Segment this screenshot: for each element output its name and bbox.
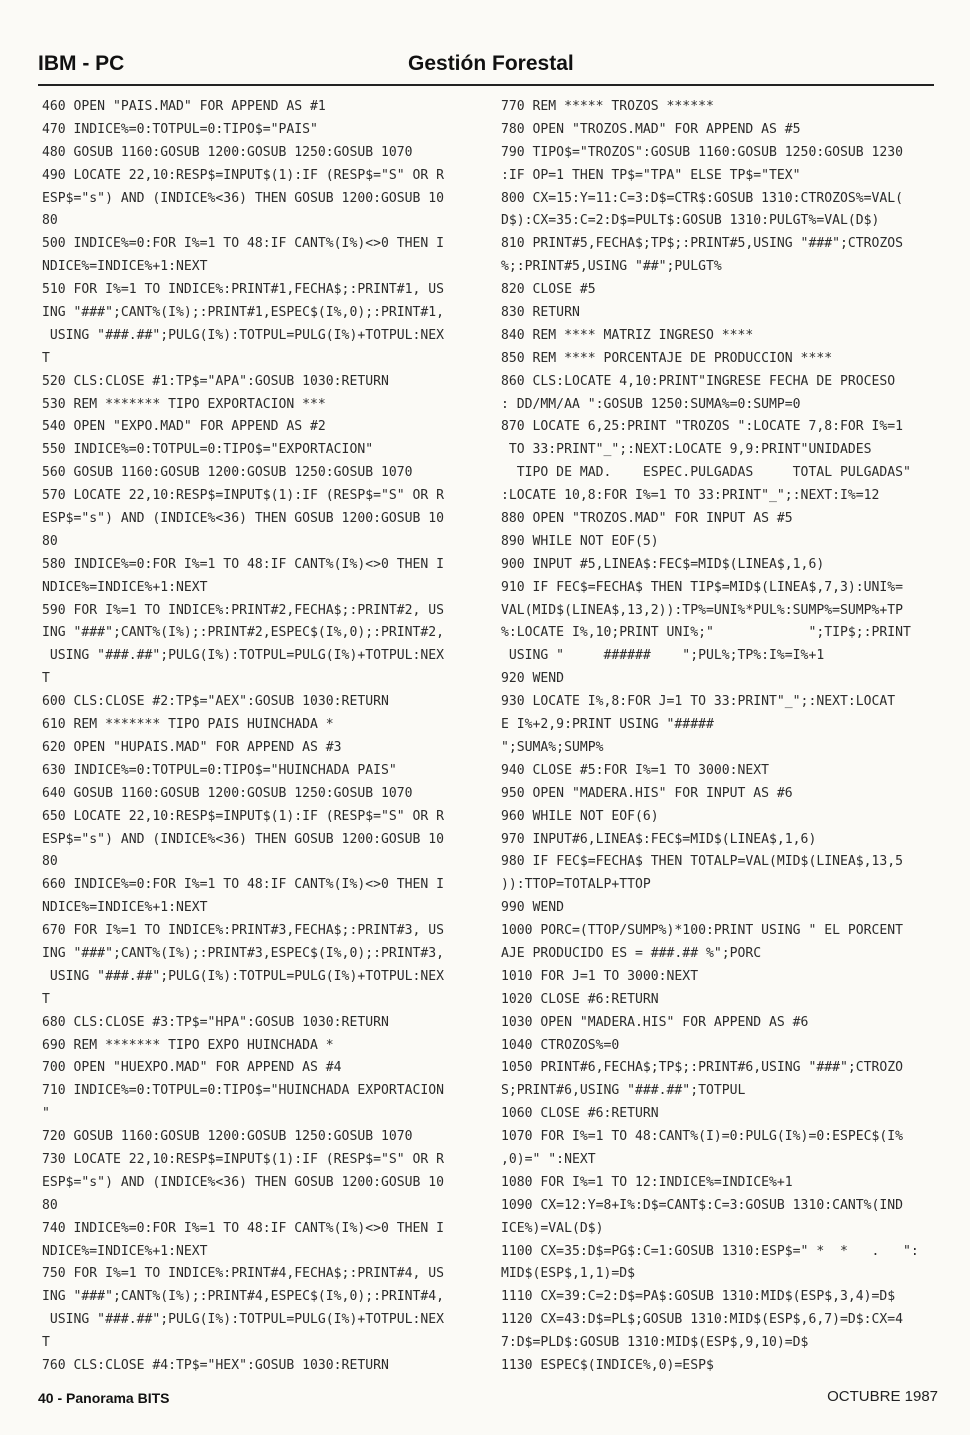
header-rule xyxy=(38,84,934,86)
code-line: 1010 FOR J=1 TO 3000:NEXT xyxy=(501,968,699,984)
code-line: : DD/MM/AA ":GOSUB 1250:SUMA%=0:SUMP=0 xyxy=(501,396,801,412)
code-line: D$):CX=35:C=2:D$=PULT$:GOSUB 1310:PULGT%=VAL(D$) xyxy=(501,213,880,229)
code-line: 80 xyxy=(42,213,58,229)
code-line: 890 WHILE NOT EOF(5) xyxy=(501,533,659,549)
code-line: " xyxy=(42,1106,50,1122)
code-line: 1040 CTROZOS%=0 xyxy=(501,1037,620,1053)
code-line: 640 GOSUB 1160:GOSUB 1200:GOSUB 1250:GOSUB 1070 xyxy=(42,785,413,801)
code-line: E I%+2,9:PRINT USING "##### xyxy=(501,717,714,733)
code-line: ING "###";CANT%(I%);:PRINT#2,ESPEC$(I%,0);:PRINT#2, xyxy=(42,625,445,641)
code-line: 480 GOSUB 1160:GOSUB 1200:GOSUB 1250:GOSUB 1070 xyxy=(42,144,413,160)
code-line: 820 CLOSE #5 xyxy=(501,282,596,298)
code-line: 580 INDICE%=0:FOR I%=1 TO 48:IF CANT%(I%)<>0 THEN I xyxy=(42,556,445,572)
page-header xyxy=(38,52,938,82)
code-line: 800 CX=15:Y=11:C=3:D$=CTR$:GOSUB 1310:CTROZOS%=VAL( xyxy=(501,190,904,206)
code-line: ";SUMA%;SUMP% xyxy=(501,739,604,755)
code-line: NDICE%=INDICE%+1:NEXT xyxy=(42,579,208,595)
code-line: 1100 CX=35:D$=PG$:C=1:GOSUB 1310:ESP$=" * * . ": xyxy=(501,1243,919,1259)
code-line: 770 REM ***** TROZOS ****** xyxy=(501,99,714,114)
header-title: Gestión Forestal xyxy=(408,52,574,75)
code-line: 1030 OPEN "MADERA.HIS" FOR APPEND AS #6 xyxy=(501,1014,809,1030)
code-line: T xyxy=(42,1335,50,1351)
code-line: ,0)=" ":NEXT xyxy=(501,1151,596,1167)
code-line: 730 LOCATE 22,10:RESP$=INPUT$(1):IF (RESP$="S" OR R xyxy=(42,1151,445,1167)
code-line: 970 INPUT#6,LINEA$:FEC$=MID$(LINEA$,1,6) xyxy=(501,831,817,847)
code-line: 1110 CX=39:C=2:D$=PA$:GOSUB 1310:MID$(ESP$,3,4)=D$ xyxy=(501,1289,896,1305)
code-line: 840 REM **** MATRIZ INGRESO **** xyxy=(501,327,754,343)
code-line: 620 OPEN "HUPAIS.MAD" FOR APPEND AS #3 xyxy=(42,739,342,755)
code-line: TO 33:PRINT"_";:NEXT:LOCATE 9,9:PRINT"UNIDADES xyxy=(501,442,872,458)
code-line: 1050 PRINT#6,FECHA$;TP$;:PRINT#6,USING "###";CTROZO xyxy=(501,1060,904,1076)
code-line: 1070 FOR I%=1 TO 48:CANT%(I)=0:PULG(I%)=0:ESPEC$(I% xyxy=(501,1129,904,1145)
code-line: 590 FOR I%=1 TO INDICE%:PRINT#2,FECHA$;:PRINT#2, US xyxy=(42,602,445,618)
code-line: ICE%)=VAL(D$) xyxy=(501,1220,604,1236)
code-line: 810 PRINT#5,FECHA$;TP$;:PRINT#5,USING "###";CTROZOS xyxy=(501,236,904,252)
code-line: 520 CLS:CLOSE #1:TP$="APA":GOSUB 1030:RETURN xyxy=(42,373,389,389)
footer-page-number: 40 - Panorama BITS xyxy=(38,1390,170,1406)
code-line: 490 LOCATE 22,10:RESP$=INPUT$(1):IF (RESP$="S" OR R xyxy=(42,167,445,183)
code-line: ESP$="s") AND (INDICE%<36) THEN GOSUB 1200:GOSUB 10 xyxy=(42,831,445,847)
code-line: 1130 ESPEC$(INDICE%,0)=ESP$ xyxy=(501,1357,714,1373)
code-line: NDICE%=INDICE%+1:NEXT xyxy=(42,900,208,916)
code-line: 740 INDICE%=0:FOR I%=1 TO 48:IF CANT%(I%)<>0 THEN I xyxy=(42,1220,445,1236)
code-line: 670 FOR I%=1 TO INDICE%:PRINT#3,FECHA$;:PRINT#3, US xyxy=(42,923,445,939)
code-line: 570 LOCATE 22,10:RESP$=INPUT$(1):IF (RESP$="S" OR R xyxy=(42,488,445,504)
code-line: 960 WHILE NOT EOF(6) xyxy=(501,808,659,824)
code-line: 860 CLS:LOCATE 4,10:PRINT"INGRESE FECHA DE PROCESO xyxy=(501,373,896,389)
code-line: 470 INDICE%=0:TOTPUL=0:TIPO$="PAIS" xyxy=(42,121,318,137)
code-line: 80 xyxy=(42,533,58,549)
code-line: T xyxy=(42,671,50,687)
code-line: 1060 CLOSE #6:RETURN xyxy=(501,1106,659,1122)
code-line: ING "###";CANT%(I%);:PRINT#1,ESPEC$(I%,0);:PRINT#1, xyxy=(42,305,445,321)
code-line: 530 REM ******* TIPO EXPORTACION *** xyxy=(42,396,326,412)
code-line: 80 xyxy=(42,1197,58,1213)
code-line: 80 xyxy=(42,854,58,870)
code-line: 900 INPUT #5,LINEA$:FEC$=MID$(LINEA$,1,6) xyxy=(501,556,825,572)
code-line: USING " ###### ";PUL%;TP%:I%=I%+1 xyxy=(501,648,825,664)
code-line: ING "###";CANT%(I%);:PRINT#4,ESPEC$(I%,0);:PRINT#4, xyxy=(42,1289,445,1305)
code-line: :LOCATE 10,8:FOR I%=1 TO 33:PRINT"_";:NEXT:I%=12 xyxy=(501,488,880,504)
code-line: 940 CLOSE #5:FOR I%=1 TO 3000:NEXT xyxy=(501,762,770,778)
code-line: 760 CLS:CLOSE #4:TP$="HEX":GOSUB 1030:RETURN xyxy=(42,1357,389,1373)
code-line: 750 FOR I%=1 TO INDICE%:PRINT#4,FECHA$;:PRINT#4, US xyxy=(42,1266,445,1282)
code-line: 950 OPEN "MADERA.HIS" FOR INPUT AS #6 xyxy=(501,785,793,801)
code-line: 660 INDICE%=0:FOR I%=1 TO 48:IF CANT%(I%)<>0 THEN I xyxy=(42,877,445,893)
code-line: )):TTOP=TOTALP+TTOP xyxy=(501,877,651,893)
code-line: 870 LOCATE 6,25:PRINT "TROZOS ":LOCATE 7,8:FOR I%=1 xyxy=(501,419,904,435)
code-line: 630 INDICE%=0:TOTPUL=0:TIPO$="HUINCHADA PAIS" xyxy=(42,762,397,778)
code-line: 600 CLS:CLOSE #2:TP$="AEX":GOSUB 1030:RETURN xyxy=(42,694,389,710)
code-line: 880 OPEN "TROZOS.MAD" FOR INPUT AS #5 xyxy=(501,511,793,527)
code-line: 1090 CX=12:Y=8+I%:D$=CANT$:C=3:GOSUB 1310:CANT%(IND xyxy=(501,1197,904,1213)
code-line: 460 OPEN "PAIS.MAD" FOR APPEND AS #1 xyxy=(42,99,326,114)
code-line: USING "###.##";PULG(I%):TOTPUL=PULG(I%)+TOTPUL:NEX xyxy=(42,648,445,664)
code-column-right xyxy=(501,96,941,1378)
code-line: 920 WEND xyxy=(501,671,565,687)
code-line: 990 WEND xyxy=(501,900,565,916)
code-line: 700 OPEN "HUEXPO.MAD" FOR APPEND AS #4 xyxy=(42,1060,342,1076)
code-line: ESP$="s") AND (INDICE%<36) THEN GOSUB 1200:GOSUB 10 xyxy=(42,190,445,206)
code-line: ESP$="s") AND (INDICE%<36) THEN GOSUB 1200:GOSUB 10 xyxy=(42,1174,445,1190)
code-line: 850 REM **** PORCENTAJE DE PRODUCCION **** xyxy=(501,350,833,366)
code-line: 1080 FOR I%=1 TO 12:INDICE%=INDICE%+1 xyxy=(501,1174,793,1190)
code-line: 1120 CX=43:D$=PL$;GOSUB 1310:MID$(ESP$,6,7)=D$:CX=4 xyxy=(501,1312,904,1328)
code-line: %:LOCATE I%,10;PRINT UNI%;" ";TIP$;:PRINT xyxy=(501,625,911,641)
code-line: NDICE%=INDICE%+1:NEXT xyxy=(42,259,208,275)
code-line: 550 INDICE%=0:TOTPUL=0:TIPO$="EXPORTACION" xyxy=(42,442,374,458)
code-line: 610 REM ******* TIPO PAIS HUINCHADA * xyxy=(42,717,334,733)
code-line: 1000 PORC=(TTOP/SUMP%)*100:PRINT USING " EL PORCENT xyxy=(501,923,904,939)
code-line: 930 LOCATE I%,8:FOR J=1 TO 33:PRINT"_";:NEXT:LOCAT xyxy=(501,694,896,710)
code-line: 650 LOCATE 22,10:RESP$=INPUT$(1):IF (RESP$="S" OR R xyxy=(42,808,445,824)
code-line: 540 OPEN "EXPO.MAD" FOR APPEND AS #2 xyxy=(42,419,326,435)
code-line: TIPO DE MAD. ESPEC.PULGADAS TOTAL PULGADAS" xyxy=(501,465,911,481)
code-line: 680 CLS:CLOSE #3:TP$="HPA":GOSUB 1030:RETURN xyxy=(42,1014,389,1030)
code-line: T xyxy=(42,991,50,1007)
code-line: AJE PRODUCIDO ES = ###.## %";PORC xyxy=(501,945,762,961)
code-line: ESP$="s") AND (INDICE%<36) THEN GOSUB 1200:GOSUB 10 xyxy=(42,511,445,527)
code-line: VAL(MID$(LINEA$,13,2)):TP%=UNI%*PUL%:SUMP%=SUMP%+TP xyxy=(501,602,904,618)
code-line: 710 INDICE%=0:TOTPUL=0:TIPO$="HUINCHADA EXPORTACION xyxy=(42,1083,445,1099)
code-line: 980 IF FEC$=FECHA$ THEN TOTALP=VAL(MID$(LINEA$,13,5 xyxy=(501,854,904,870)
code-line: USING "###.##";PULG(I%):TOTPUL=PULG(I%)+TOTPUL:NEX xyxy=(42,1312,445,1328)
header-platform: IBM - PC xyxy=(38,52,125,75)
code-line: 910 IF FEC$=FECHA$ THEN TIP$=MID$(LINEA$,7,3):UNI%= xyxy=(501,579,904,595)
code-line: S;PRINT#6,USING "###.##";TOTPUL xyxy=(501,1083,746,1099)
code-line: 510 FOR I%=1 TO INDICE%:PRINT#1,FECHA$;:PRINT#1, US xyxy=(42,282,445,298)
code-line: 560 GOSUB 1160:GOSUB 1200:GOSUB 1250:GOSUB 1070 xyxy=(42,465,413,481)
code-line: USING "###.##";PULG(I%):TOTPUL=PULG(I%)+TOTPUL:NEX xyxy=(42,327,445,343)
code-line: 1020 CLOSE #6:RETURN xyxy=(501,991,659,1007)
code-line: MID$(ESP$,1,1)=D$ xyxy=(501,1266,636,1282)
footer-date: OCTUBRE 1987 xyxy=(827,1388,938,1405)
code-line: ING "###";CANT%(I%);:PRINT#3,ESPEC$(I%,0);:PRINT#3, xyxy=(42,945,445,961)
code-line: %;:PRINT#5,USING "##";PULGT% xyxy=(501,259,722,275)
code-column-left xyxy=(42,96,482,1378)
code-line: USING "###.##";PULG(I%):TOTPUL=PULG(I%)+TOTPUL:NEX xyxy=(42,968,445,984)
code-line: T xyxy=(42,350,50,366)
code-line: 830 RETURN xyxy=(501,305,580,321)
code-line: 690 REM ******* TIPO EXPO HUINCHADA * xyxy=(42,1037,334,1053)
code-line: :IF OP=1 THEN TP$="TPA" ELSE TP$="TEX" xyxy=(501,167,801,183)
code-line: NDICE%=INDICE%+1:NEXT xyxy=(42,1243,208,1259)
code-line: 500 INDICE%=0:FOR I%=1 TO 48:IF CANT%(I%)<>0 THEN I xyxy=(42,236,445,252)
code-line: 7:D$=PLD$:GOSUB 1310:MID$(ESP$,9,10)=D$ xyxy=(501,1335,809,1351)
code-line: 790 TIPO$="TROZOS":GOSUB 1160:GOSUB 1250:GOSUB 1230 xyxy=(501,144,904,160)
code-line: 780 OPEN "TROZOS.MAD" FOR APPEND AS #5 xyxy=(501,121,801,137)
code-line: 720 GOSUB 1160:GOSUB 1200:GOSUB 1250:GOSUB 1070 xyxy=(42,1129,413,1145)
